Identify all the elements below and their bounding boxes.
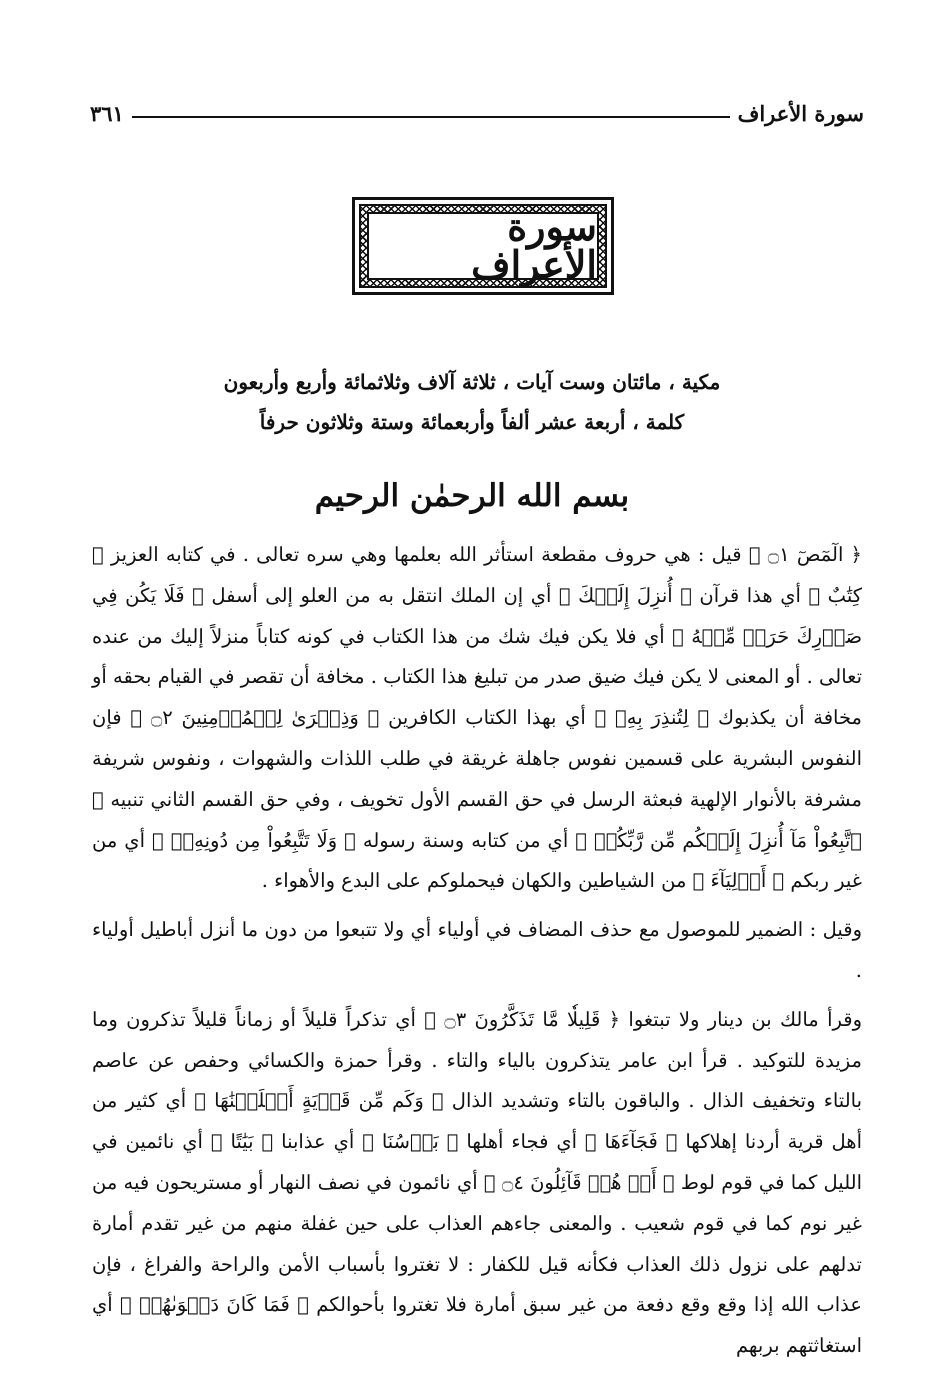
running-header-title: سورة الأعراف bbox=[737, 100, 864, 126]
title-panel bbox=[367, 204, 599, 287]
intro-line: كلمة ، أربعة عشر ألفاً وأربعمائة وستة وثلاثون حرفاً bbox=[259, 410, 685, 434]
page-number: ٣٦١ bbox=[90, 100, 124, 126]
surah-title-frame bbox=[352, 197, 614, 295]
paragraph: وقيل : الضمير للموصول مع حذف المضاف في أولياء أي ولا تتبعوا من دون ما أنزل أباطيل أولياء . bbox=[92, 918, 862, 982]
surah-intro bbox=[90, 362, 854, 442]
header-rule bbox=[132, 116, 730, 118]
basmala: بسم الله الرحمٰن الرحيم bbox=[314, 478, 630, 514]
paragraph: ﴿ الٓمٓصٓ ۝١ ﴾ قيل : هي حروف مقطعة استأثر الله بعلمها وهي سره تعالى . في كتابه العزيز ﴿ كِتَٰبٌ ﴾ أي هذا قرآن ﴿ أُنزِلَ إِلَيۡكَ ﴾ أي إن الملك انتقل به من العلو إلى أسفل ﴿ فَلَا يَكُن فِي صَدۡرِكَ حَرَجٞ مِّنۡهُ ﴾ أي فلا يكن فيك شك من هذا الكتاب في كونه كتاباً منزلاً إليك من عنده تعالى . أو المعنى لا يكن فيك ضيق صدر من تبليغ هذا الكتاب . مخافة أن تقصر في القيام بحقه أو مخافة أن يكذبوك ﴿ لِتُنذِرَ بِهِۦ ﴾ أي بهذا الكتاب الكافرين ﴿ وَذِكۡرَىٰ لِلۡمُؤۡمِنِينَ ۝٢ ﴾ فإن النفوس البشرية على قسمين نفوس جاهلة غريقة في طلب اللذات والشهوات ، ونفوس شريفة مشرفة بالأنوار الإلهية فبعثة الرسل في حق القسم الأول تخويف ، وفي حق القسم الثاني تنبيه ﴿ ٱتَّبِعُواْ مَآ أُنزِلَ إِلَيۡكُم مِّن رَّبِّكُمۡ ﴾ أي من كتابه وسنة رسوله ﴿ وَلَا تَتَّبِعُواْ مِن دُونِهِۦٓ ﴾ أي من غير ربكم ﴿ أَوۡلِيَآءَ ﴾ من الشياطين والكهان فيحملوكم على البدع والأهواء . bbox=[92, 543, 862, 893]
ornamental-border bbox=[359, 204, 607, 288]
surah-title: سورة الأعراف bbox=[471, 204, 597, 287]
intro-line: مكية ، مائتان وست آيات ، ثلاثة آلاف وثلاثمائة وأربع وأربعون bbox=[223, 370, 721, 394]
body-text bbox=[92, 535, 862, 1367]
running-header bbox=[90, 96, 864, 130]
paragraph: وقرأ مالك بن دينار ولا تبتغوا ﴿ قَلِيلٗا مَّا تَذَكَّرُونَ ۝٣ ﴾ أي تذكراً قليلاً أو زماناً قليلاً تذكرون وما مزيدة للتوكيد . قرأ ابن عامر يتذكرون بالياء والتاء . وقرأ حمزة والكسائي وحفص عن عاصم بالتاء وتخفيف الذال . والباقون بالتاء وتشديد الذال ﴿ وَكَم مِّن قَرۡيَةٍ أَهۡلَكۡنَٰهَا ﴾ أي كثير من أهل قرية أردنا إهلاكها ﴿ فَجَآءَهَا ﴾ أي فجاء أهلها ﴿ بَأۡسُنَا ﴾ أي عذابنا ﴿ بَيَٰتًا ﴾ أي نائمين في الليل كما في قوم لوط ﴿ أَوۡ هُمۡ قَآئِلُونَ ۝٤ ﴾ أي نائمون في نصف النهار أو مستريحون فيه من غير نوم كما في قوم شعيب . والمعنى جاءهم العذاب على حين غفلة منهم من غير تقدم أمارة تدلهم على نزول ذلك العذاب فكأنه قيل للكفار : لا تغتروا بأسباب الأمن والراحة والفراغ ، فإن عذاب الله إذا وقع وقع دفعة من غير سبق أمارة فلا تغتروا بأحوالكم ﴿ فَمَا كَانَ دَعۡوَىٰهُمۡ ﴾ أي استغاثتهم بربهم bbox=[92, 1007, 863, 1358]
